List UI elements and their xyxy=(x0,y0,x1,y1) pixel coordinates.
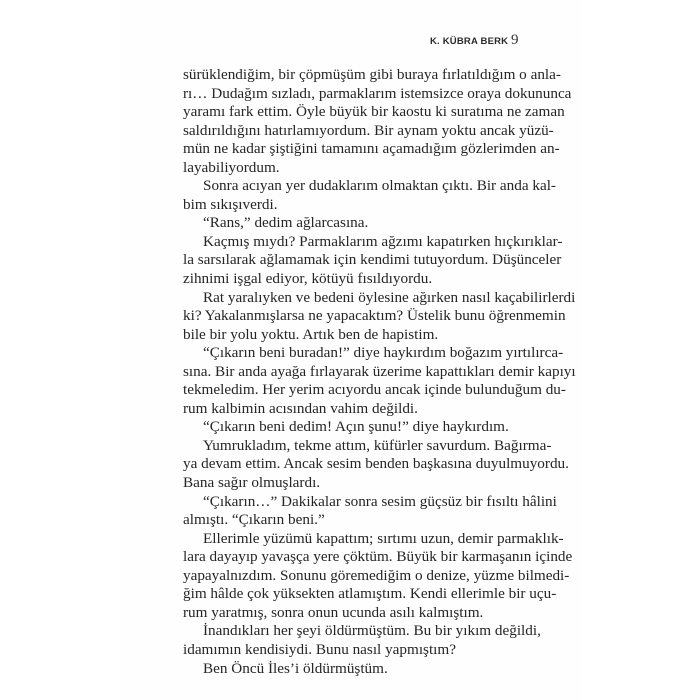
text-line: Ellerimle yüzümü kapattım; sırtımı uzun, demir parmaklık- xyxy=(203,529,564,547)
text-line: Yumrukladım, tekme attım, küfürler savurdum. Bağırma- xyxy=(203,436,552,454)
text-line: yapayalnızdım. Sonunu göremediğim o denize, yüzme bilmedi- xyxy=(183,566,570,584)
text-line: layabiliyordum. xyxy=(183,158,280,176)
text-line: bile bir yolu yoktu. Artık ben de hapistim. xyxy=(183,325,439,343)
text-line: “Çıkarın beni buradan!” diye haykırdım boğazım yırtılırca- xyxy=(203,344,564,362)
text-line: la sarsılarak ağlamamak için kendimi tutuyordum. Düşünceler xyxy=(183,251,562,269)
text-line: rum yaratmış, sonra onun ucunda asılı kalmıştım. xyxy=(183,603,484,621)
text-line: “Çıkarın…” Dakikalar sonra sesim güçsüz bir fısıltı hâlini xyxy=(203,492,557,510)
text-line: ğim hâlde çok yüksekten atlamıştım. Kendi ellerimle bir uçu- xyxy=(183,585,557,603)
text-line: Sonra acıyan yer dudaklarım olmaktan çıktı. Bir anda kal- xyxy=(203,177,556,195)
text-line: “Çıkarın beni dedim! Açın şunu!” diye haykırdım. xyxy=(203,418,509,436)
running-head xyxy=(0,33,700,53)
text-line: zihnimi işgal ediyor, kötüyü fısıldıyordu. xyxy=(183,270,433,288)
running-head-author: K. KÜBRA BERK xyxy=(430,36,509,47)
text-line: “Rans,” dedim ağlarcasına. xyxy=(203,214,369,232)
text-line: Ben Öncü İles’i öldürmüştüm. xyxy=(203,659,388,677)
text-line: sürüklendiğim, bir çöpmüşüm gibi buraya fırlatıldığım o anla- xyxy=(183,66,561,83)
text-line: ya devam ettim. Ancak sesim benden başkasına duyulmuyordu. xyxy=(183,455,569,473)
text-line: İnandıkları her şeyi öldürmüştüm. Bu bir yıkım değildi, xyxy=(203,622,541,640)
text-line: rum kalbimin acısından vahim değildi. xyxy=(183,399,418,417)
text-line: tekmeledim. Her yerim acıyordu ancak içinde bulunduğum du- xyxy=(183,381,566,399)
text-line: saldırıldığını hatırlamıyordum. Bir aynam yoktu ancak yüzü- xyxy=(183,121,554,139)
text-line: bim sıkışıverdi. xyxy=(183,195,278,213)
text-line: mün ne kadar şiştiğini tamamını açamadığım gözlerimden an- xyxy=(183,140,560,158)
text-line: rı… Dudağım sızladı, parmaklarım istemsizce oraya dokununca xyxy=(183,84,572,102)
page-number: 9 xyxy=(511,32,519,48)
text-line: ki? Yakalanmışlarsa ne yapacaktım? Üstelik bunu öğrenmemin xyxy=(183,307,566,325)
text-line: Rat yaralıyken ve bedeni öylesine ağırken nasıl kaçabilirlerdi xyxy=(203,288,576,306)
text-line: idamımın kendisiydi. Bunu nasıl yapmıştım? xyxy=(183,640,456,658)
text-line: lara dayayıp yavaşça yere çöktüm. Büyük bir karmaşanın içinde xyxy=(183,548,573,566)
text-line: almıştı. “Çıkarın beni.” xyxy=(183,511,325,529)
text-line: Kaçmış mıydı? Parmaklarım ağzımı kapatırken hıçkırıklar- xyxy=(203,232,563,250)
body-text xyxy=(183,66,576,678)
text-line: yaramı fark ettim. Öyle büyük bir kaostu ki suratıma ne zaman xyxy=(183,103,565,121)
text-line: Bana sağır olmuşlardı. xyxy=(183,474,321,492)
text-line: sına. Bir anda ayağa fırlayarak üzerime kapattıkları demir kapıyı xyxy=(183,362,576,380)
